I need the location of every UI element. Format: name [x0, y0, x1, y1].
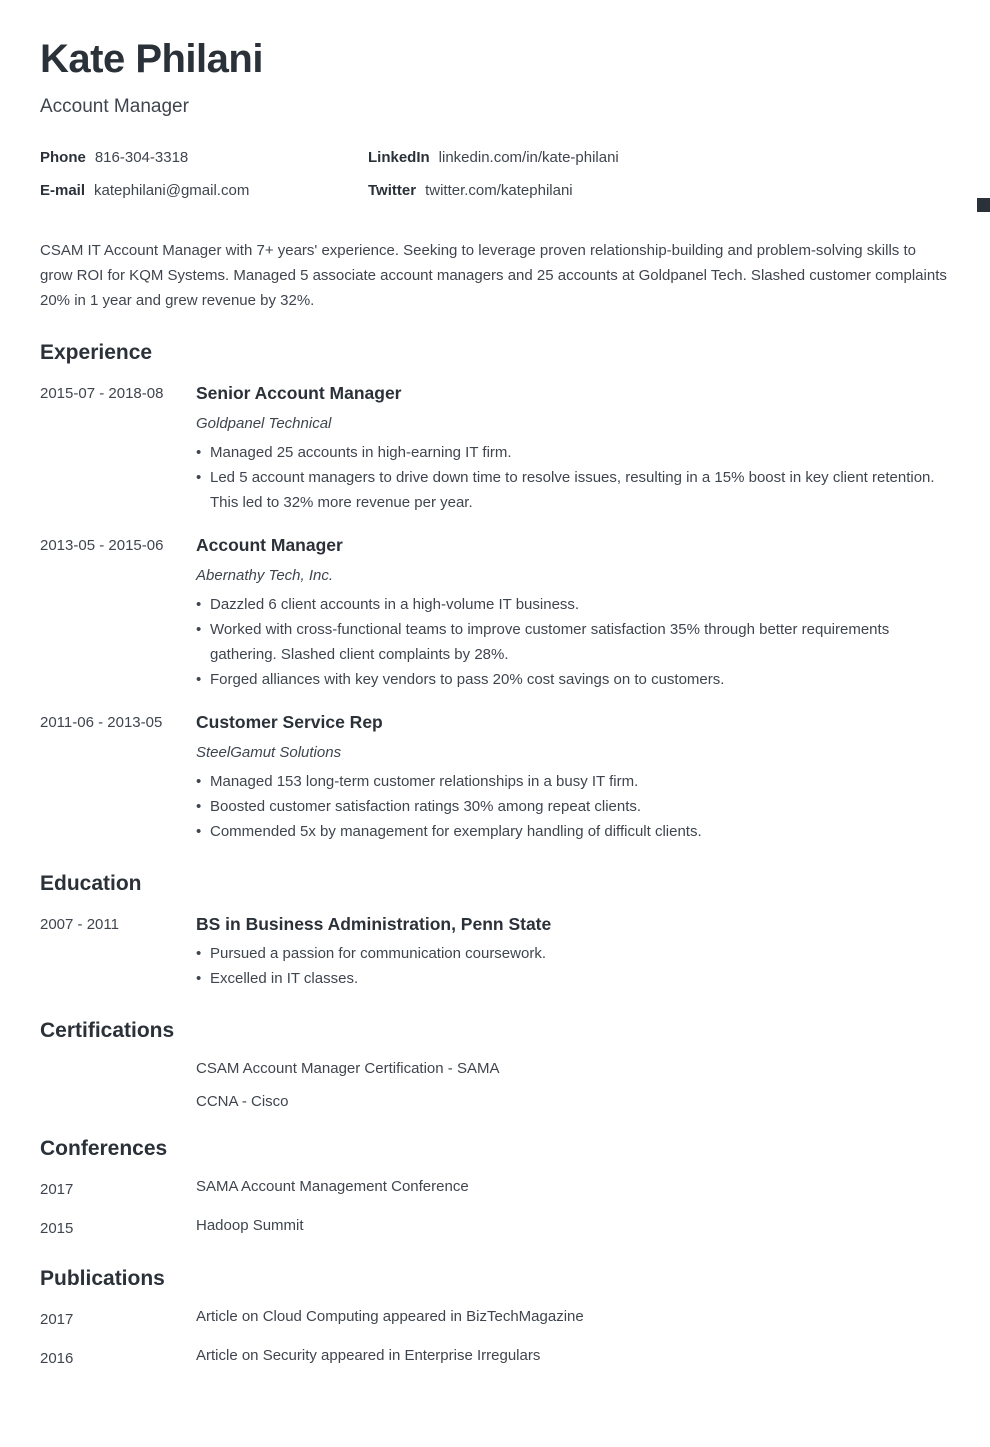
degree-title: BS in Business Administration, Penn State: [196, 914, 552, 934]
entry-company: Abernathy Tech, Inc.: [196, 567, 334, 584]
phone-label: Phone: [40, 149, 86, 166]
entry-bullets: [196, 769, 950, 844]
linkedin-label: LinkedIn: [368, 149, 430, 166]
publication-item: [40, 1309, 950, 1330]
bullet-item: • Forged alliances with key vendors to pass 20% cost savings on to customers.: [196, 667, 950, 692]
entry-dates: 2007 - 2011: [40, 916, 119, 933]
person-job-title: Account Manager: [40, 96, 189, 117]
entry-body: [196, 535, 950, 692]
conference-item: [40, 1179, 950, 1200]
bullet-item: • Managed 153 long-term customer relationships in a busy IT firm.: [196, 769, 950, 794]
bullet-item: • Boosted customer satisfaction ratings 30% among repeat clients.: [196, 794, 950, 819]
contact-linkedin: [368, 150, 950, 165]
publication-item: [40, 1348, 950, 1369]
publication-text: Article on Cloud Computing appeared in BizTechMagazine: [196, 1308, 584, 1325]
professional-summary: CSAM IT Account Manager with 7+ years' experience. Seeking to leverage proven relationship-building and problem-solving skills to grow ROI for KQM Systems. Managed 5 associate account managers and 25 accounts at Goldpanel Tech. Slashed customer complaints 20% in 1 year and grew revenue by 32%.: [40, 242, 947, 309]
section-heading-certifications: Certifications: [40, 1019, 175, 1042]
bullet-item: • Led 5 account managers to drive down time to resolve issues, resulting in a 15% boost in key client retention. This led to 32% more revenue per year.: [196, 465, 950, 515]
section-heading-publications: Publications: [40, 1267, 165, 1290]
conference-text: SAMA Account Management Conference: [196, 1178, 469, 1195]
education-entry: [40, 914, 950, 991]
entry-bullets: [196, 592, 950, 692]
section-heading-education: Education: [40, 872, 142, 895]
entry-body: [196, 383, 950, 515]
bullet-item: • Worked with cross-functional teams to improve customer satisfaction 35% through better requirements gathering. Slashed client complaints by 28%.: [196, 617, 950, 667]
publication-text: Article on Security appeared in Enterprise Irregulars: [196, 1347, 541, 1364]
entry-dates: 2011-06 - 2013-05: [40, 714, 163, 731]
experience-entry: [40, 535, 950, 692]
entry-job-title: Customer Service Rep: [196, 712, 383, 732]
certification-item: [40, 1061, 950, 1076]
entry-company: Goldpanel Technical: [196, 415, 332, 432]
contact-phone: [40, 150, 368, 165]
email-value: katephilani@gmail.com: [94, 182, 250, 199]
bullet-item: • Dazzled 6 client accounts in a high-volume IT business.: [196, 592, 950, 617]
certification-item: [40, 1094, 950, 1109]
entry-bullets: [196, 941, 950, 991]
bullet-item: • Managed 25 accounts in high-earning IT firm.: [196, 440, 950, 465]
entry-dates: 2015-07 - 2018-08: [40, 385, 164, 402]
entry-dates-empty: [40, 1061, 196, 1062]
entry-dates-empty: [40, 1094, 196, 1095]
bullet-item: • Excelled in IT classes.: [196, 966, 950, 991]
conference-item: [40, 1218, 950, 1239]
entry-bullets: [196, 440, 950, 515]
bullet-item: • Commended 5x by management for exemplary handling of difficult clients.: [196, 819, 950, 844]
certification-text: CCNA - Cisco: [196, 1093, 289, 1110]
linkedin-value: linkedin.com/in/kate-philani: [438, 149, 619, 166]
entry-body: [196, 914, 950, 991]
contact-email: [40, 183, 368, 198]
publication-year: 2017: [40, 1311, 74, 1328]
contact-twitter: [368, 183, 950, 198]
entry-dates: 2013-05 - 2015-06: [40, 537, 164, 554]
email-label: E-mail: [40, 182, 86, 199]
entry-job-title: Senior Account Manager: [196, 383, 402, 403]
person-name: Kate Philani: [40, 37, 263, 81]
conference-text: Hadoop Summit: [196, 1217, 304, 1234]
certification-text: CSAM Account Manager Certification - SAMA: [196, 1060, 500, 1077]
entry-body: [196, 712, 950, 844]
twitter-label: Twitter: [368, 182, 417, 199]
contact-info: [40, 150, 950, 198]
section-heading-conferences: Conferences: [40, 1137, 168, 1160]
twitter-value: twitter.com/katephilani: [425, 182, 573, 199]
experience-entry: [40, 712, 950, 844]
entry-company: SteelGamut Solutions: [196, 744, 342, 761]
conference-year: 2015: [40, 1220, 74, 1237]
section-heading-experience: Experience: [40, 341, 153, 364]
entry-job-title: Account Manager: [196, 535, 343, 555]
phone-value: 816-304-3318: [94, 149, 189, 166]
conference-year: 2017: [40, 1181, 74, 1198]
experience-entry: [40, 383, 950, 515]
page-corner-accent: [977, 198, 990, 212]
publication-year: 2016: [40, 1350, 74, 1367]
bullet-item: • Pursued a passion for communication coursework.: [196, 941, 950, 966]
